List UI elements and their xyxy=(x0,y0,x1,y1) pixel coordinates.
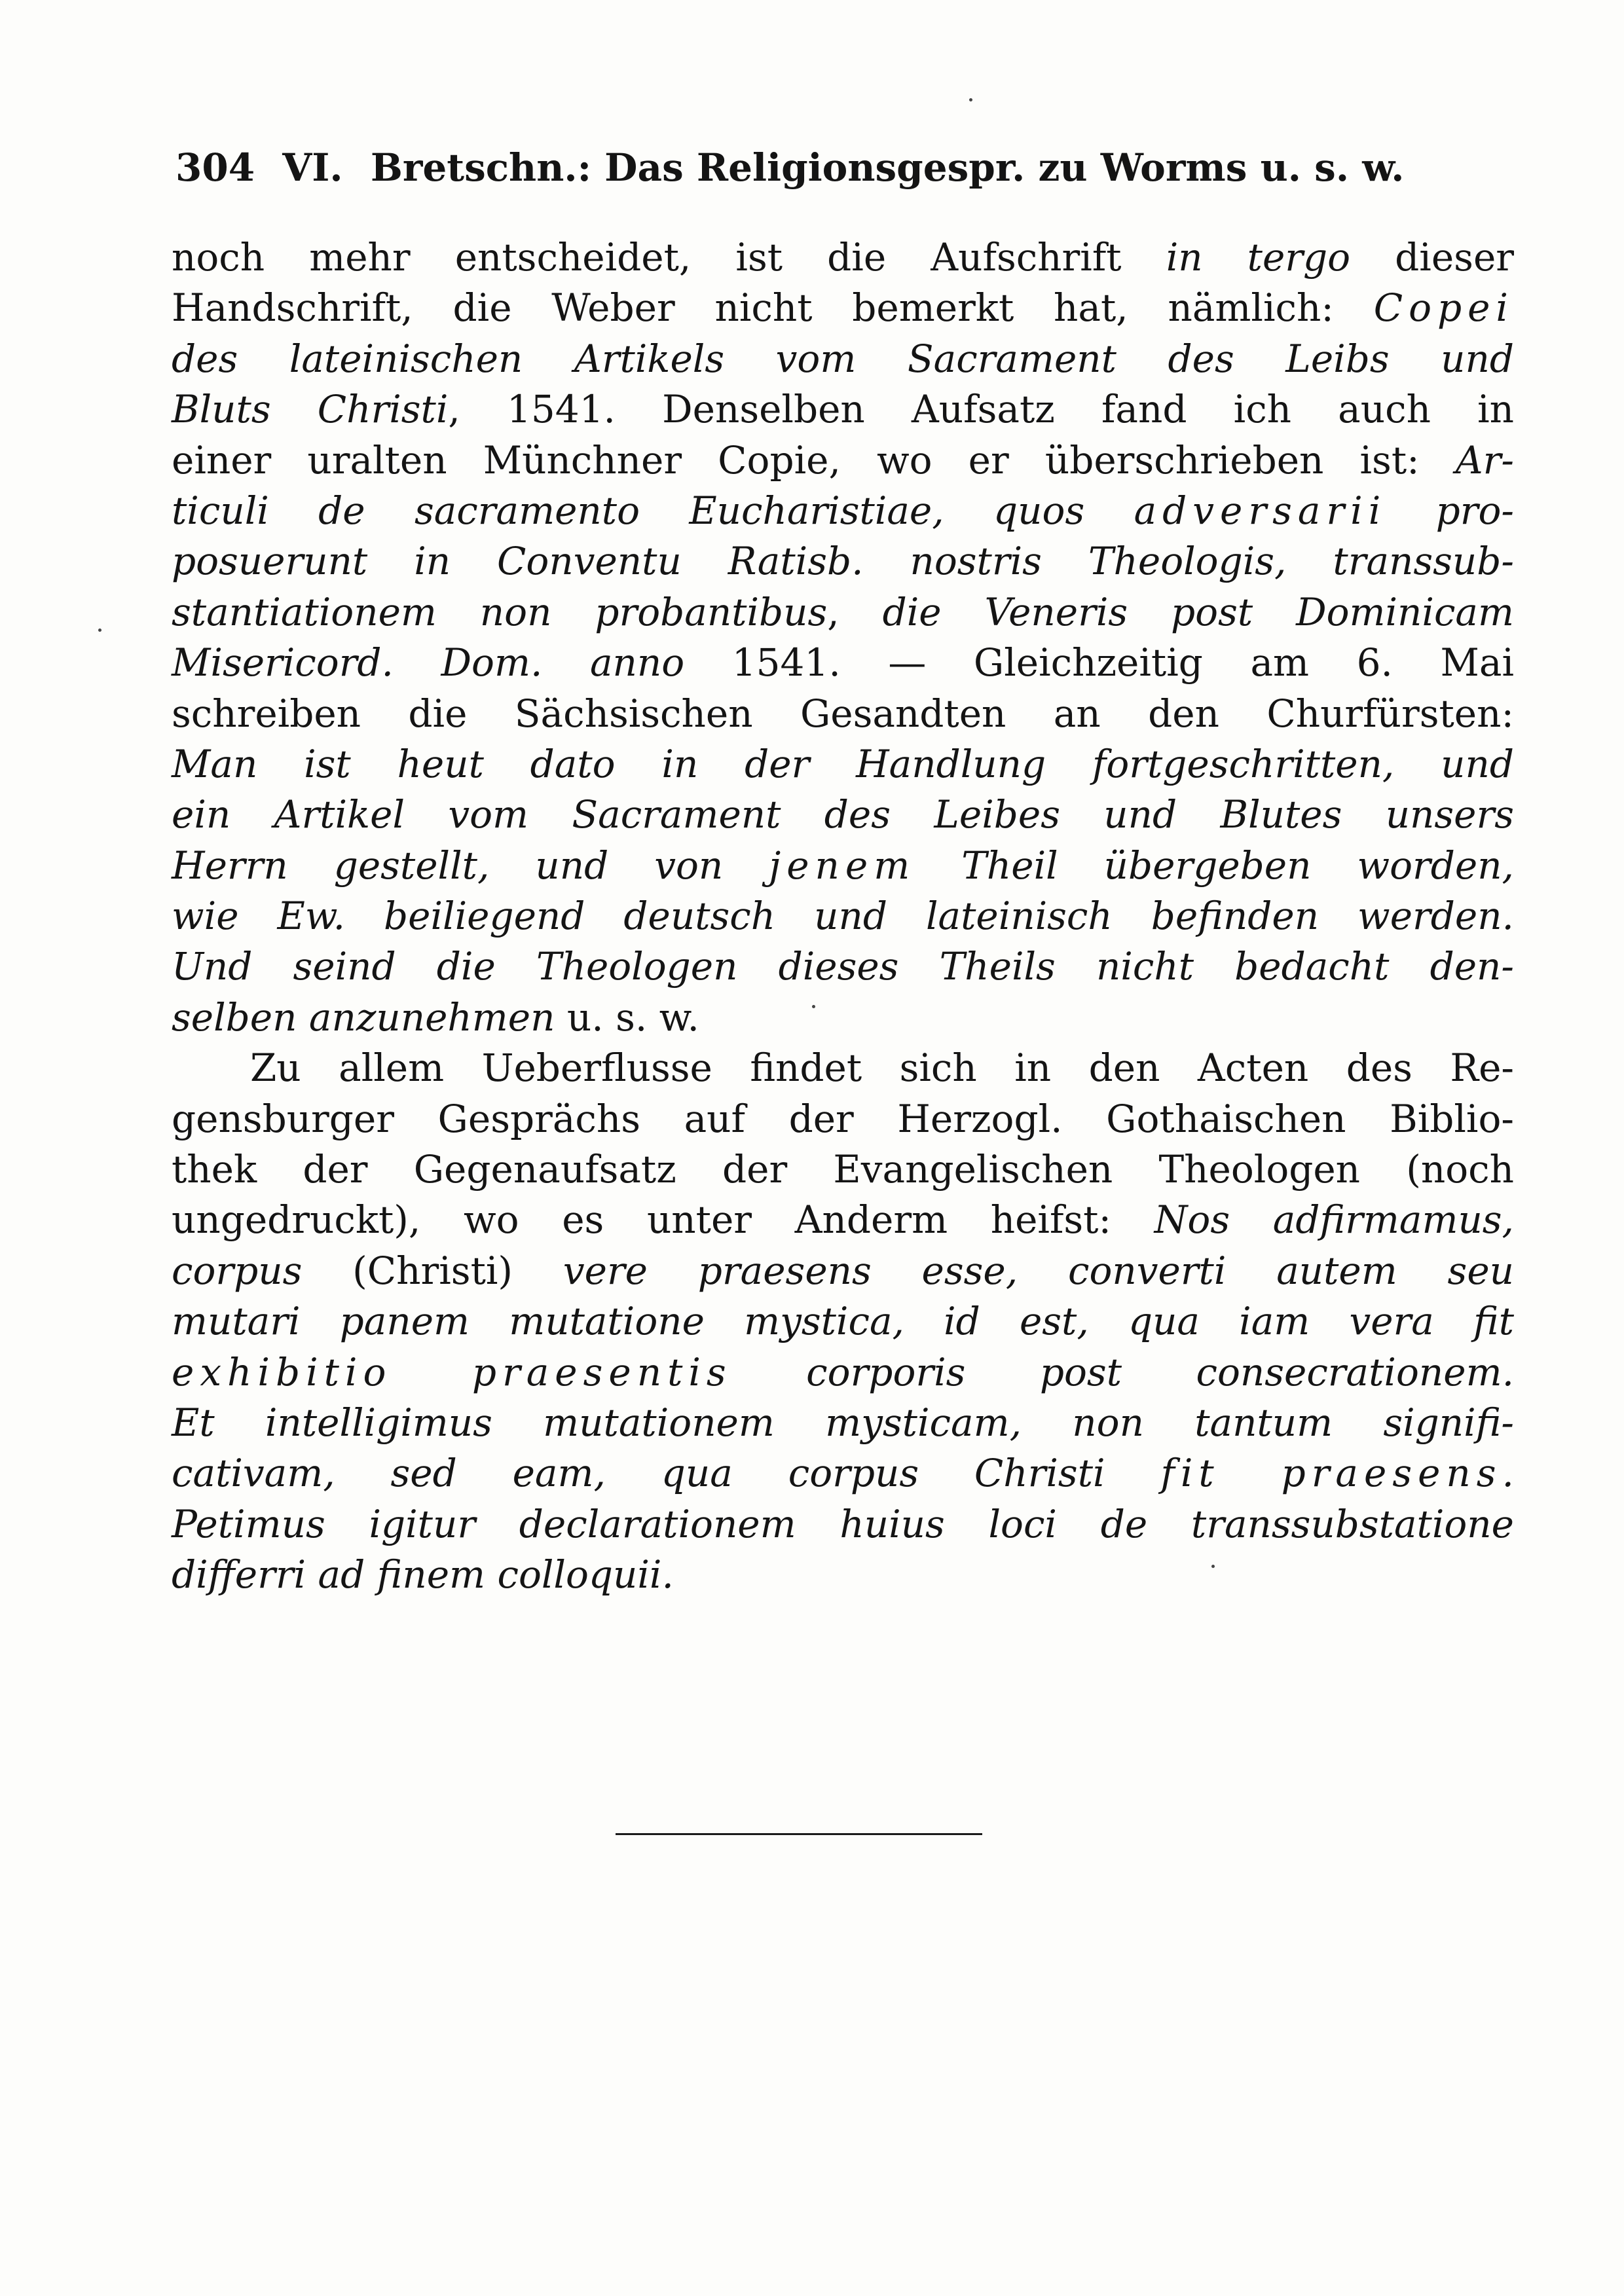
italic-text: differri ad finem colloquii. xyxy=(172,1552,674,1597)
spaced-italic-text: Copei xyxy=(1373,285,1514,331)
text-line xyxy=(172,993,1514,1043)
italic-text: Herrn gestellt, und von xyxy=(172,843,769,888)
text-line xyxy=(172,841,1514,891)
paper-speck xyxy=(1211,1565,1215,1568)
italic-text: Man ist heut dato in der Handlung fortgeschritten, und xyxy=(172,741,1514,786)
roman-text: , xyxy=(827,589,883,634)
text-line xyxy=(172,1398,1514,1448)
italic-text: ticuli de sacramento Eucharistiae, quos xyxy=(172,488,1134,533)
italic-text: Bluts Christi xyxy=(172,387,449,432)
spaced-italic-text: jenem xyxy=(769,843,916,888)
roman-text: thek der Gegenaufsatz der Evangelischen Theologen (noch xyxy=(172,1147,1514,1192)
text-line xyxy=(172,638,1514,688)
roman-text: ungedruckt), wo es unter Anderm heifst: xyxy=(172,1197,1154,1243)
text-line xyxy=(172,232,1514,283)
roman-text: einer uralten Münchner Copie, wo er überschrieben ist: xyxy=(172,437,1456,483)
text-line xyxy=(172,587,1514,638)
paper-speck xyxy=(812,1005,815,1008)
italic-text: cativam, sed eam, qua corpus Christi xyxy=(172,1451,1161,1496)
italic-text: die Veneris post Dominicam xyxy=(882,589,1514,634)
text-line xyxy=(172,1043,1514,1093)
italic-text: Theil übergeben worden, xyxy=(915,843,1514,888)
italic-text: corpus xyxy=(172,1248,303,1293)
italic-text: selben anzunehmen xyxy=(172,994,555,1040)
text-line xyxy=(172,536,1514,587)
italic-text: vere praesens esse, converti autem seu xyxy=(563,1248,1514,1293)
italic-text: in tergo xyxy=(1166,235,1351,280)
text-line xyxy=(172,689,1514,739)
italic-text: Et intelligimus mutationem mysticam, non tantum signifi- xyxy=(172,1400,1514,1445)
italic-text: posuerunt in Conventu Ratisb. nostris Theologis, transsub- xyxy=(172,539,1514,584)
text-line xyxy=(172,1499,1514,1550)
roman-text: (Christi) xyxy=(302,1248,563,1293)
text-line xyxy=(172,384,1514,435)
italic-text: Misericord. Dom. anno xyxy=(172,640,685,685)
spaced-italic-text: fit praesens xyxy=(1160,1451,1502,1496)
text-line xyxy=(172,283,1514,333)
italic-text: corporis post consecrationem. xyxy=(731,1349,1514,1394)
italic-text: Ar- xyxy=(1455,437,1514,483)
italic-text: des lateinischen Artikels vom Sacrament des Leibs und xyxy=(172,336,1514,381)
roman-text: 1541. — Gleichzeitig am 6. Mai xyxy=(684,640,1514,685)
text-line xyxy=(172,941,1514,992)
italic-text: Und seind die Theologen dieses Theils nicht bedacht den- xyxy=(172,944,1514,989)
italic-text: ein Artikel vom Sacrament des Leibes und Blutes unsers xyxy=(172,792,1514,837)
italic-text: Nos adfirmamus, xyxy=(1154,1197,1514,1243)
roman-text: u. s. w. xyxy=(555,994,699,1040)
roman-text: noch mehr entscheidet, ist die Aufschrift xyxy=(172,235,1166,280)
running-title: Bretschn.: Das Religionsgespr. zu Worms u. s. w. xyxy=(370,145,1405,190)
italic-text: Petimus igitur declarationem huius loci de transsubstatione xyxy=(172,1501,1514,1546)
roman-text: dieser xyxy=(1350,235,1514,280)
roman-text: gensburger Gesprächs auf der Herzogl. Gothaischen Biblio- xyxy=(172,1096,1514,1141)
text-line xyxy=(172,739,1514,790)
page-number: 304 xyxy=(175,145,255,190)
italic-text: pro- xyxy=(1386,488,1514,533)
text-line xyxy=(172,790,1514,840)
text-line xyxy=(172,334,1514,384)
chapter-number: VI. xyxy=(282,145,343,190)
running-header xyxy=(175,145,1518,190)
text-line xyxy=(172,1144,1514,1195)
text-line xyxy=(172,435,1514,486)
italic-text: stantiationem non probantibus xyxy=(172,589,828,634)
text-line xyxy=(172,891,1514,941)
text-line xyxy=(172,1195,1514,1245)
text-line xyxy=(172,1246,1514,1296)
italic-text: wie Ew. beiliegend deutsch und lateinisch befinden werden. xyxy=(172,894,1514,939)
text-line xyxy=(172,1347,1514,1398)
text-line xyxy=(172,1094,1514,1144)
italic-text: mutari panem mutatione mystica, id est, qua iam vera fit xyxy=(172,1299,1514,1344)
roman-text: Zu allem Ueberflusse findet sich in den Acten des Re- xyxy=(250,1046,1514,1091)
body-text xyxy=(172,232,1514,1601)
roman-text: Handschrift, die Weber nicht bemerkt hat, nämlich: xyxy=(172,285,1374,331)
text-line xyxy=(172,1296,1514,1347)
roman-text: schreiben die Sächsischen Gesandten an den Churfürsten: xyxy=(172,691,1514,736)
text-line xyxy=(172,1550,1514,1600)
paper-speck xyxy=(98,629,101,632)
text-line xyxy=(172,1448,1514,1499)
spaced-italic-text: adversarii xyxy=(1134,488,1387,533)
paper-speck xyxy=(969,98,972,101)
end-rule xyxy=(616,1833,982,1835)
roman-text: , 1541. Denselben Aufsatz fand ich auch in xyxy=(448,387,1514,432)
spaced-italic-text: exhibitio praesentis xyxy=(172,1349,732,1394)
text-line xyxy=(172,486,1514,536)
italic-text: . xyxy=(1502,1451,1514,1496)
